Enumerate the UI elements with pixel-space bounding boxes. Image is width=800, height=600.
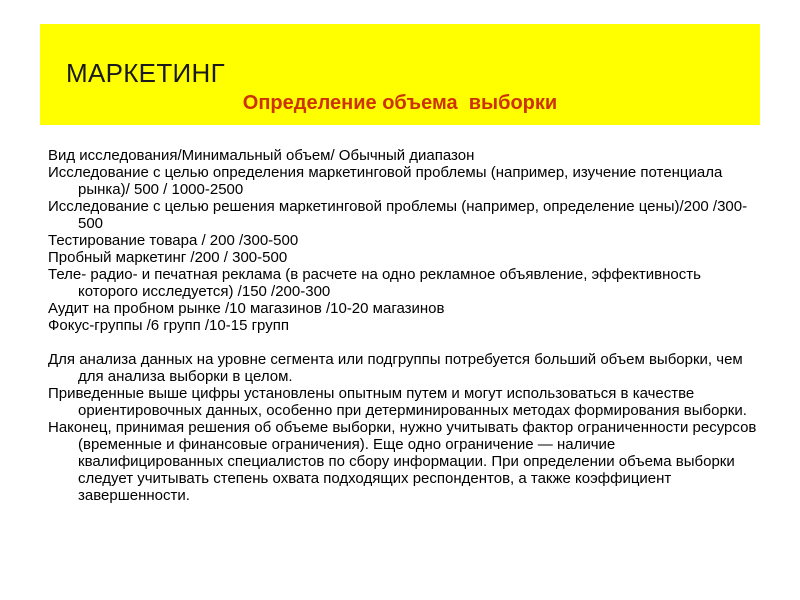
slide-title: МАРКЕТИНГ	[66, 58, 225, 88]
list-item: Пробный маркетинг /200 / 300-500	[48, 249, 288, 266]
list-item: Теле- радио- и печатная реклама (в расчете на одно рекламное объявление, эффективность которого исследуется) /150 /200-300	[48, 266, 701, 300]
paragraph-gap	[48, 334, 764, 351]
list-item: Фокус-группы /6 групп /10-15 групп	[48, 317, 289, 334]
list-item: Аудит на пробном рынке /10 магазинов /10-20 магазинов	[48, 300, 445, 317]
note-paragraph: Приведенные выше цифры установлены опытным путем и могут использоваться в качестве ориентировочных данных, особенно при детерминированных методах формирования выборки.	[48, 385, 747, 419]
slide-subtitle: Определение объема выборки	[242, 92, 558, 114]
list-item: Исследование с целью решения маркетинговой проблемы (например, определение цены)/200 /300-500	[48, 198, 748, 232]
note-paragraph: Наконец, принимая решения об объеме выборки, нужно учитывать фактор ограниченности ресурсов (временные и финансовые ограничения). Еще одно ограничение — наличие квалифицированных специалистов по сбору информации. При определении объема выборки следует учитывать степень охвата подходящих респондентов, а также коэффициент завершенности.	[48, 419, 757, 504]
list-item: Вид исследования/Минимальный объем/ Обычный диапазон	[48, 147, 475, 164]
list-item: Тестирование товара / 200 /300-500	[48, 232, 299, 249]
slide-body	[48, 147, 764, 504]
note-paragraph: Для анализа данных на уровне сегмента или подгруппы потребуется больший объем выборки, чем для анализа выборки в целом.	[48, 351, 743, 385]
list-item: Исследование с целью определения маркетинговой проблемы (например, изучение потенциала рынка)/ 500 / 1000-2500	[48, 164, 723, 198]
